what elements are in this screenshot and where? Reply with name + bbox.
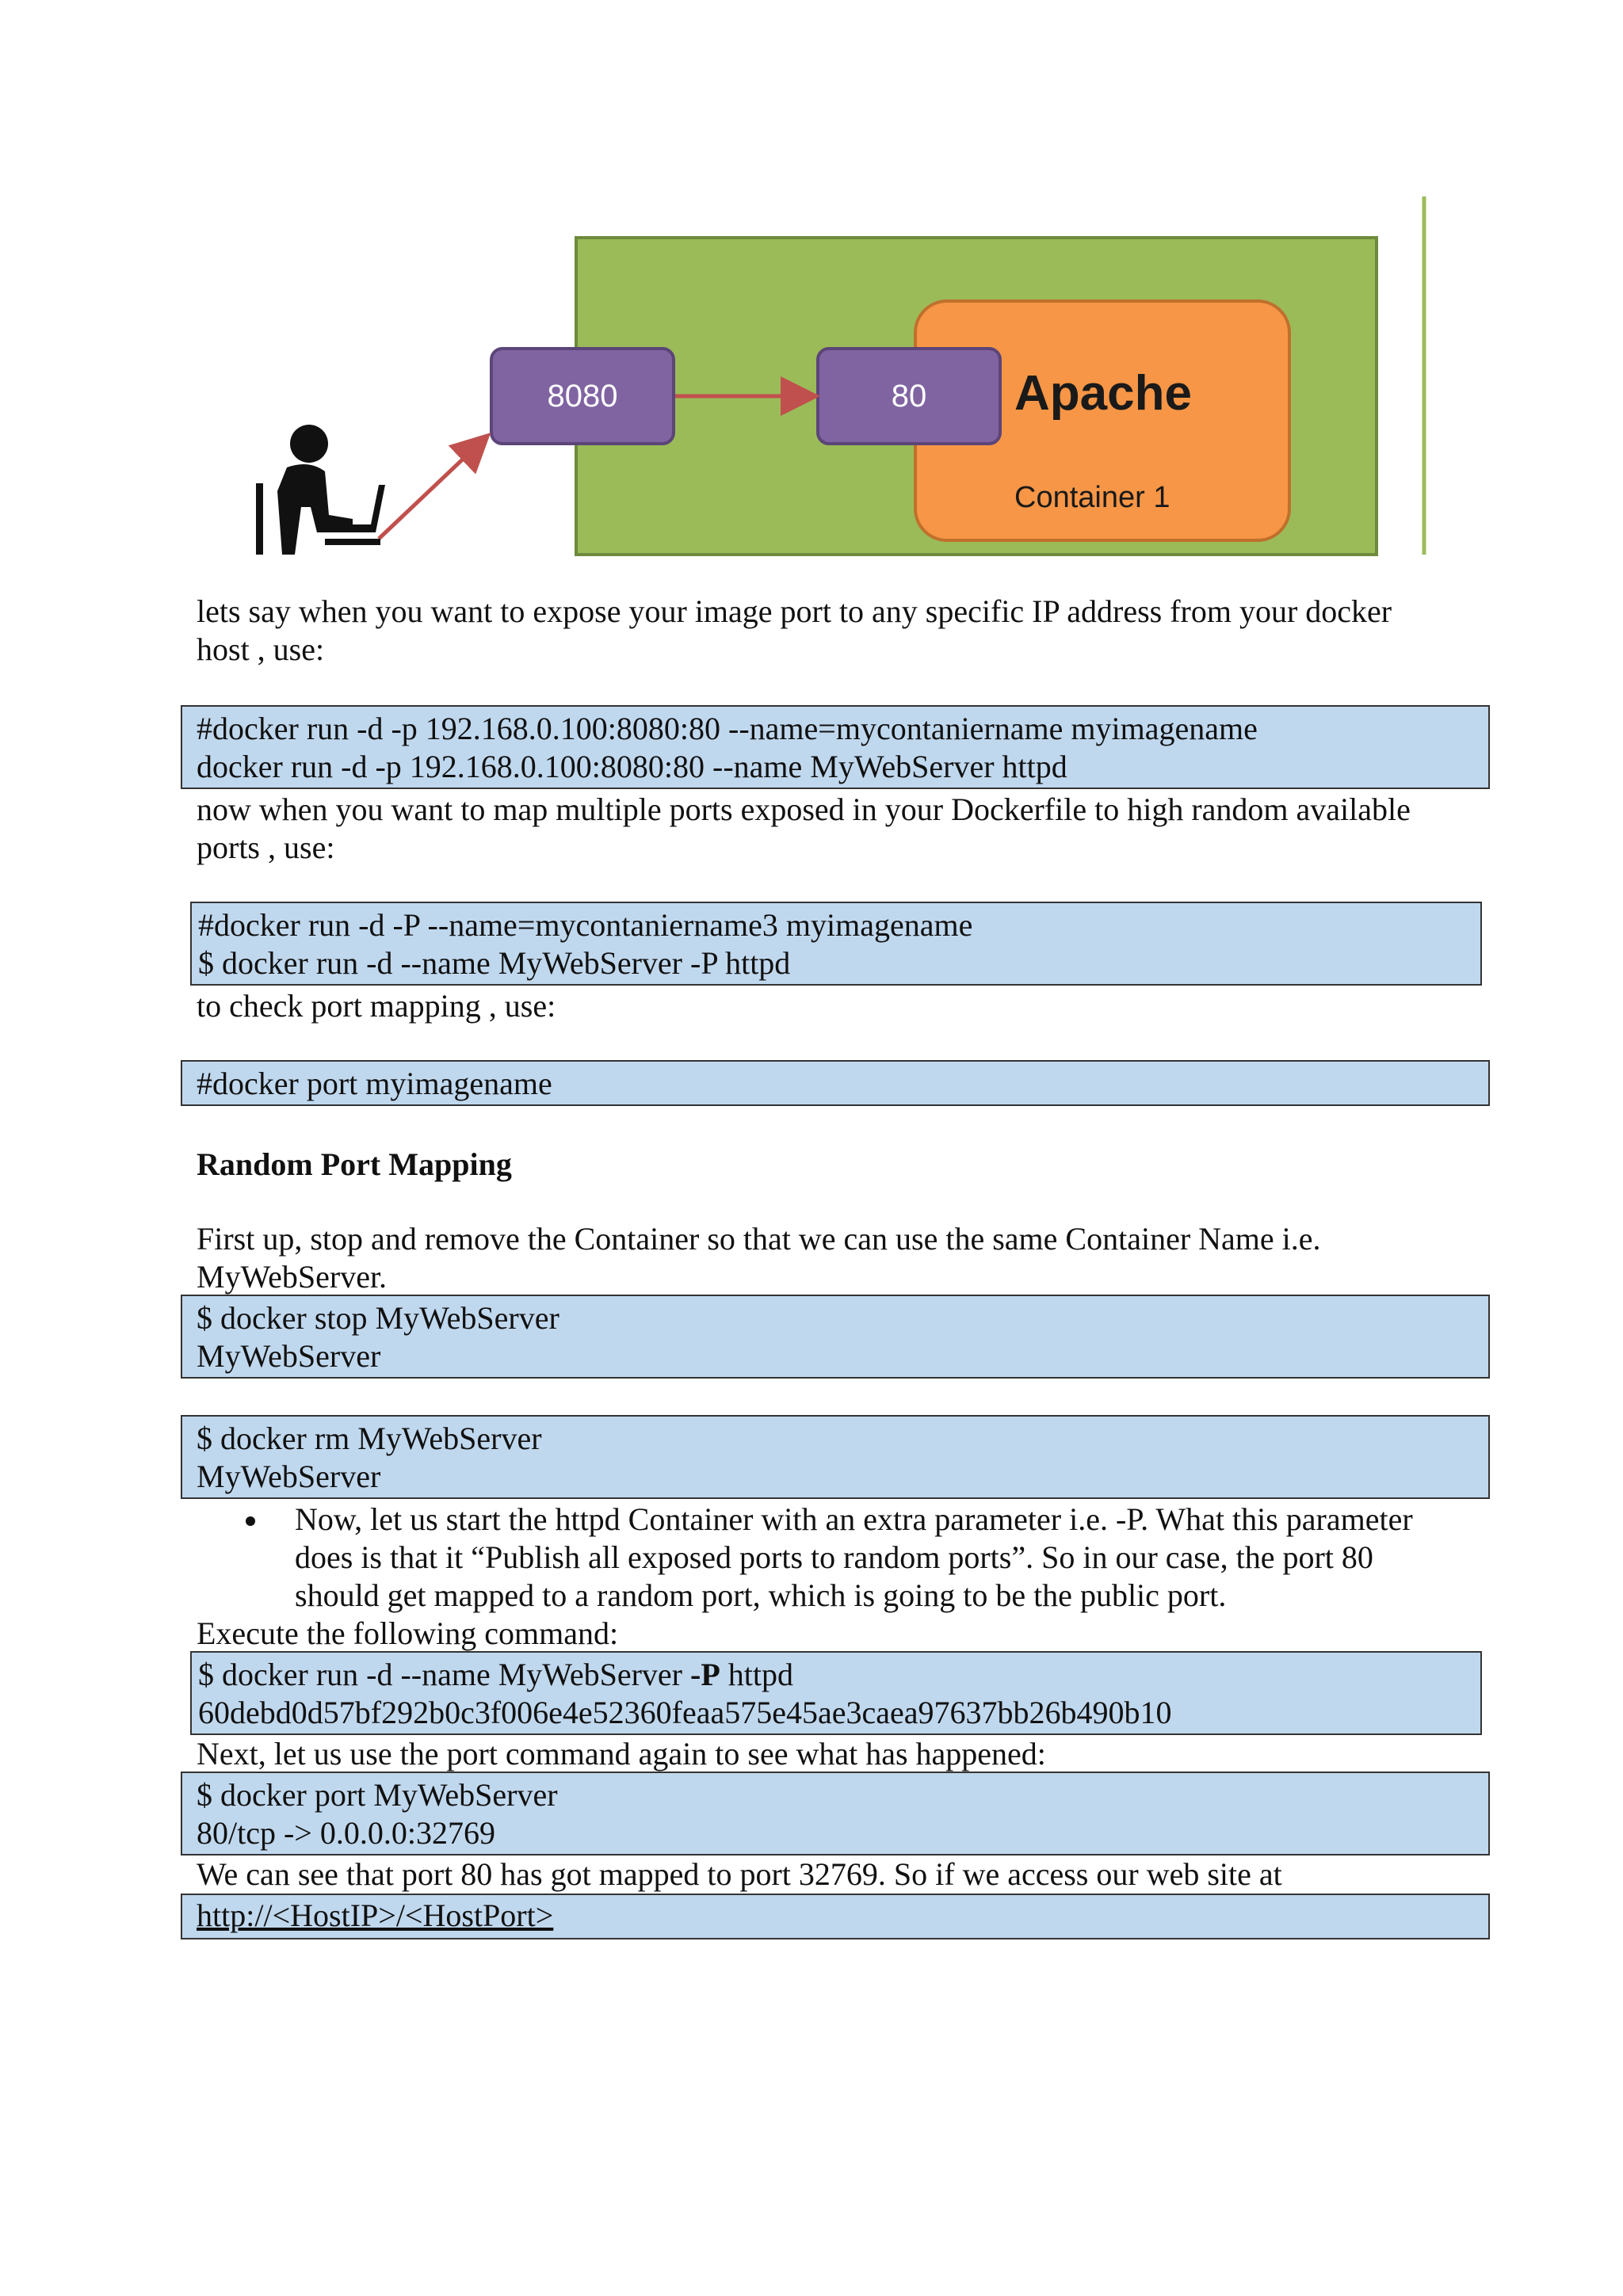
next-port-command-text: Next, let us use the port command again to see what has happened: <box>197 1736 1046 1772</box>
host-port-label: 8080 <box>547 379 618 414</box>
code-line: #docker port myimagename <box>197 1066 552 1101</box>
text-line: ports , use: <box>197 830 335 865</box>
code-line: MyWebServer <box>197 1338 381 1374</box>
text-line: lets say when you want to expose your image port to any specific IP address from your docker <box>197 593 1392 629</box>
code-line: MyWebServer <box>197 1459 381 1494</box>
code-line <box>198 1656 793 1694</box>
code-block-random-ports <box>190 902 1482 986</box>
code-line: #docker run -d -p 192.168.0.100:8080:80 --name=mycontaniername myimagename <box>197 711 1258 746</box>
text-line: First up, stop and remove the Container so that we can use the same Container Name i.e. <box>197 1221 1321 1257</box>
code-line: $ docker rm MyWebServer <box>197 1421 542 1456</box>
section-heading: Random Port Mapping <box>197 1146 512 1182</box>
text-line: MyWebServer. <box>197 1259 388 1295</box>
execute-command-text: Execute the following command: <box>197 1615 619 1651</box>
text-line: does is that it “Publish all exposed ports to random ports”. So in our case, the port 80 <box>295 1539 1373 1575</box>
code-block-port-output <box>181 1772 1490 1855</box>
code-block-ip-binding <box>181 705 1490 789</box>
code-line: $ docker port MyWebServer <box>197 1777 558 1813</box>
code-block-url <box>181 1894 1490 1939</box>
user-arrow <box>379 438 485 539</box>
host-url-link[interactable]: http://<HostIP>/<HostPort> <box>197 1897 554 1933</box>
container-name-label: Container 1 <box>1014 481 1170 514</box>
code-line: #docker run -d -P --name=mycontaniername3 myimagename <box>198 907 973 943</box>
mapped-port-text: We can see that port 80 has got mapped to port 32769. So if we access our web site at <box>197 1856 1282 1892</box>
app-name-label: Apache <box>1014 366 1192 421</box>
code-line: 80/tcp -> 0.0.0.0:32769 <box>197 1815 495 1851</box>
code-text: httpd <box>720 1657 793 1692</box>
text-line: should get mapped to a random port, which is going to be the public port. <box>295 1577 1227 1613</box>
container-port-label: 80 <box>891 379 927 414</box>
code-line: docker run -d -p 192.168.0.100:8080:80 --name MyWebServer httpd <box>197 749 1067 784</box>
code-text: $ docker run -d --name MyWebServer <box>198 1657 690 1692</box>
text-line: Now, let us start the httpd Container with an extra parameter i.e. -P. What this parameter <box>295 1501 1413 1537</box>
text-line: now when you want to map multiple ports exposed in your Dockerfile to high random available <box>197 791 1411 827</box>
port-mapping-diagram <box>0 0 1623 570</box>
code-block-docker-rm <box>181 1415 1490 1499</box>
user-at-computer-icon <box>256 425 385 555</box>
bullet-icon <box>246 1516 255 1526</box>
container-id-line: 60debd0d57bf292b0c3f006e4e52360feaa575e45ae3caea97637bb26b490b10 <box>198 1695 1172 1730</box>
text-line: host , use: <box>197 631 325 667</box>
code-flag: -P <box>690 1657 720 1692</box>
code-block-docker-run-P <box>190 1651 1482 1735</box>
code-line: $ docker run -d --name MyWebServer -P httpd <box>198 945 791 981</box>
code-line: $ docker stop MyWebServer <box>197 1300 559 1336</box>
check-mapping-text: to check port mapping , use: <box>197 988 556 1024</box>
code-block-docker-stop <box>181 1295 1490 1379</box>
code-block-docker-port <box>181 1060 1490 1106</box>
